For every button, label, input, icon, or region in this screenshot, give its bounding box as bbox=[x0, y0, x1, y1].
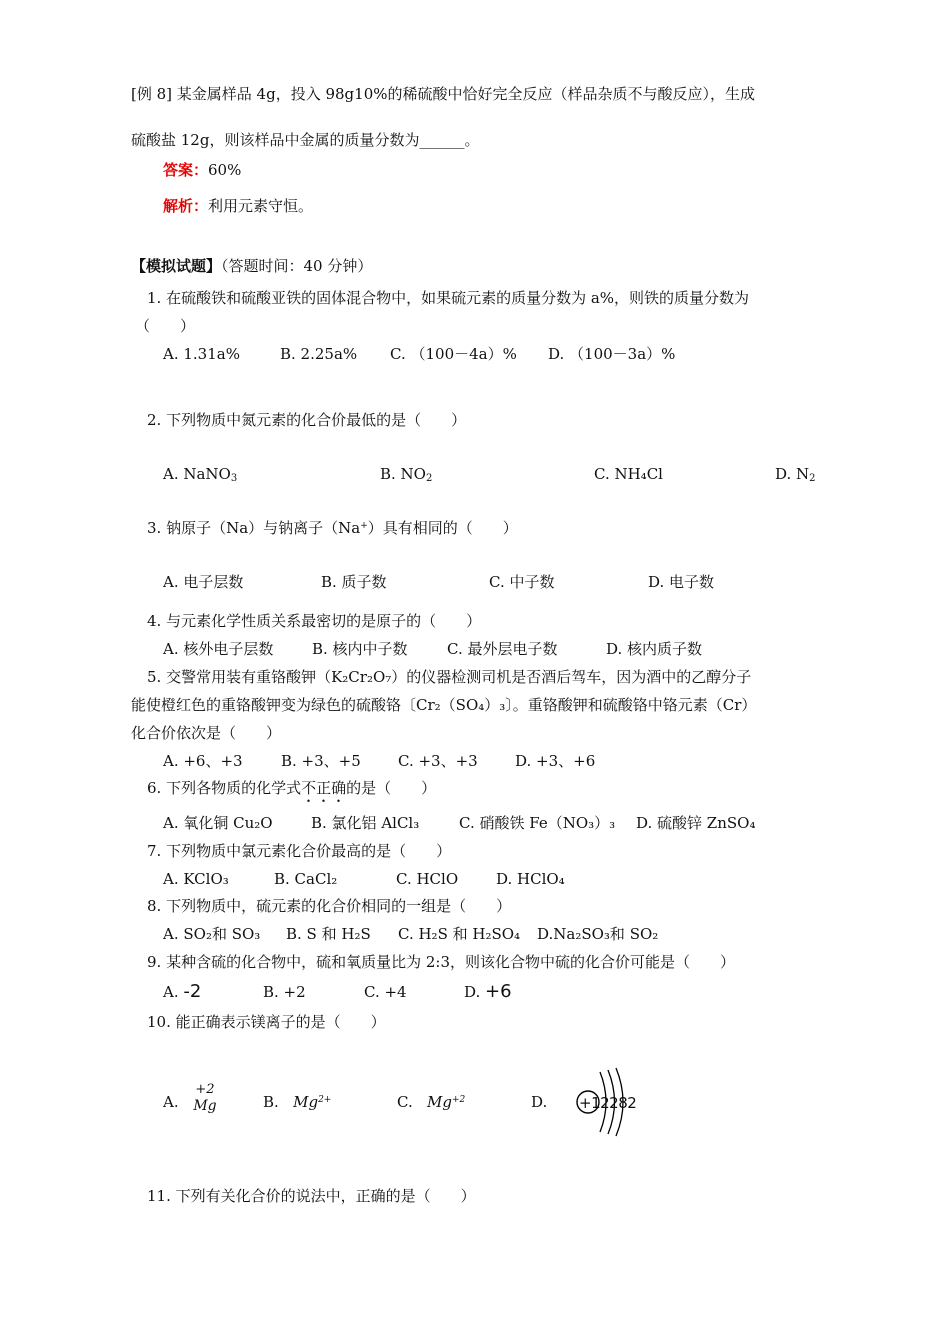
q10-stem: 10. 能正确表示镁离子的是（ ） bbox=[147, 1013, 386, 1031]
q5-option-c[interactable]: C. +3、+3 bbox=[398, 752, 478, 770]
q9-option-c[interactable]: C. +4 bbox=[364, 983, 407, 1001]
q5-option-b[interactable]: B. +3、+5 bbox=[281, 752, 361, 770]
q5-option-d[interactable]: D. +3、+6 bbox=[515, 752, 596, 770]
q5-stem-line-2: 能使橙红色的重铬酸钾变为绿色的硫酸铬〔Cr₂（SO₄）₃〕。重铬酸钾和硫酸铬中铬元素（Cr） bbox=[131, 696, 757, 714]
q10-option-d-atom-diagram[interactable] bbox=[572, 1062, 636, 1142]
q1-stem-line-1: 1. 在硫酸铁和硫酸亚铁的固体混合物中，如果硫元素的质量分数为 a%，则铁的质量分数为 bbox=[147, 289, 750, 307]
q10-option-d-label[interactable]: D. bbox=[531, 1093, 548, 1111]
example-line-2: 硫酸盐 12g，则该样品中金属的质量分数为______。 bbox=[131, 131, 480, 149]
q4-option-a[interactable]: A. 核外电子层数 bbox=[163, 640, 274, 658]
q2-option-c[interactable]: C. NH₄Cl bbox=[594, 465, 663, 483]
q7-stem: 7. 下列物质中氯元素化合价最高的是（ ） bbox=[147, 842, 452, 860]
q5-stem-line-3: 化合价依次是（ ） bbox=[131, 724, 282, 742]
q10-option-b[interactable]: B. $Mg^{2+}$ bbox=[263, 1093, 332, 1111]
q6-emphasis: 不正确 bbox=[301, 779, 347, 797]
q3-option-d[interactable]: D. 电子数 bbox=[648, 573, 715, 591]
q10-a-symbol: Mg bbox=[193, 1098, 217, 1114]
q11-stem: 11. 下列有关化合价的说法中，正确的是（ ） bbox=[147, 1187, 476, 1205]
q1-option-d[interactable]: D. （100－3a）% bbox=[548, 345, 676, 363]
answer-line bbox=[163, 160, 241, 180]
q6-option-d[interactable]: D. 硫酸锌 ZnSO₄ bbox=[636, 814, 756, 832]
q3-stem: 3. 钠原子（Na）与钠离子（Na+）具有相同的（ ） bbox=[147, 519, 518, 537]
q8-option-a[interactable]: A. SO₂和 SO₃ bbox=[163, 925, 261, 943]
q6-option-b[interactable]: B. 氯化铝 AlCl₃ bbox=[311, 814, 420, 832]
q6-option-a[interactable]: A. 氧化铜 Cu₂O bbox=[163, 814, 273, 832]
analysis-label: 解析： bbox=[163, 197, 209, 215]
q4-option-c[interactable]: C. 最外层电子数 bbox=[447, 640, 558, 658]
q5-stem-line-1: 5. 交警常用装有重铬酸钾（K₂Cr₂O₇）的仪器检测司机是否酒后驾车，因为酒中的乙醇分子 bbox=[147, 668, 752, 686]
analysis-value: 利用元素守恒。 bbox=[208, 197, 314, 215]
q3-option-c[interactable]: C. 中子数 bbox=[489, 573, 555, 591]
q8-option-b[interactable]: B. S 和 H₂S bbox=[286, 925, 371, 943]
answer-label: 答案： bbox=[163, 161, 209, 179]
q2-option-a[interactable]: A. NaNO$_3$ bbox=[163, 465, 238, 484]
q7-option-d[interactable]: D. HClO₄ bbox=[496, 870, 565, 888]
q6-option-c[interactable]: C. 硝酸铁 Fe（NO₃）₃ bbox=[459, 814, 616, 832]
q1-option-a[interactable]: A. 1.31a% bbox=[163, 345, 240, 363]
q7-option-c[interactable]: C. HClO bbox=[396, 870, 459, 888]
q10-a-charge: +2 bbox=[195, 1082, 215, 1097]
section-title: 【模拟试题】 bbox=[131, 257, 222, 275]
q10-option-a-formula[interactable] bbox=[190, 1082, 220, 1114]
q2-option-b[interactable]: B. $NO_2$ bbox=[380, 465, 433, 484]
q4-option-b[interactable]: B. 核内中子数 bbox=[312, 640, 408, 658]
answer-value: 60% bbox=[208, 161, 242, 179]
q2-option-d[interactable]: D. $N_2$ bbox=[775, 465, 816, 484]
q5-option-a[interactable]: A. +6、+3 bbox=[163, 752, 243, 770]
q1-option-c[interactable]: C. （100－4a）% bbox=[390, 345, 517, 363]
q9-option-a[interactable]: A. -2 bbox=[163, 981, 202, 1002]
q3-option-a[interactable]: A. 电子层数 bbox=[163, 573, 244, 591]
q8-option-c[interactable]: C. H₂S 和 H₂SO₄ bbox=[398, 925, 521, 943]
section-header bbox=[131, 256, 372, 276]
analysis-line bbox=[163, 196, 313, 216]
q1-option-b[interactable]: B. 2.25a% bbox=[280, 345, 358, 363]
atom-shell-electrons: 282 bbox=[609, 1094, 637, 1112]
q3-option-b[interactable]: B. 质子数 bbox=[321, 573, 387, 591]
q6-stem: 6. 下列各物质的化学式不正确的是（ ） bbox=[147, 779, 437, 797]
q9-stem: 9. 某种含硫的化合物中，硫和氧质量比为 2:3，则该化合物中硫的化合价可能是（ ） bbox=[147, 953, 735, 971]
example-line-1: [例 8] 某金属样品 4g，投入 98g10%的稀硫酸中恰好完全反应（样品杂质不与酸反应），生成 bbox=[131, 85, 755, 103]
q4-option-d[interactable]: D. 核内质子数 bbox=[606, 640, 703, 658]
q7-option-a[interactable]: A. KClO₃ bbox=[163, 870, 229, 888]
q10-option-c[interactable]: C. $Mg^{+2}$ bbox=[397, 1093, 466, 1111]
q9-option-d[interactable]: D. +6 bbox=[464, 981, 512, 1002]
q10-option-a-label[interactable]: A. bbox=[163, 1093, 179, 1111]
section-time-note: （答题时间：40 分钟） bbox=[221, 257, 373, 275]
q1-stem-line-2: （ ） bbox=[135, 317, 196, 335]
atom-nucleus-charge: +12 bbox=[579, 1094, 610, 1112]
q9-option-b[interactable]: B. +2 bbox=[263, 983, 306, 1001]
q8-stem: 8. 下列物质中，硫元素的化合价相同的一组是（ ） bbox=[147, 897, 512, 915]
q8-option-d[interactable]: D.Na₂SO₃和 SO₂ bbox=[537, 925, 659, 943]
q7-option-b[interactable]: B. CaCl₂ bbox=[274, 870, 338, 888]
q4-stem: 4. 与元素化学性质关系最密切的是原子的（ ） bbox=[147, 612, 482, 630]
q2-stem: 2. 下列物质中氮元素的化合价最低的是（ ） bbox=[147, 411, 467, 429]
